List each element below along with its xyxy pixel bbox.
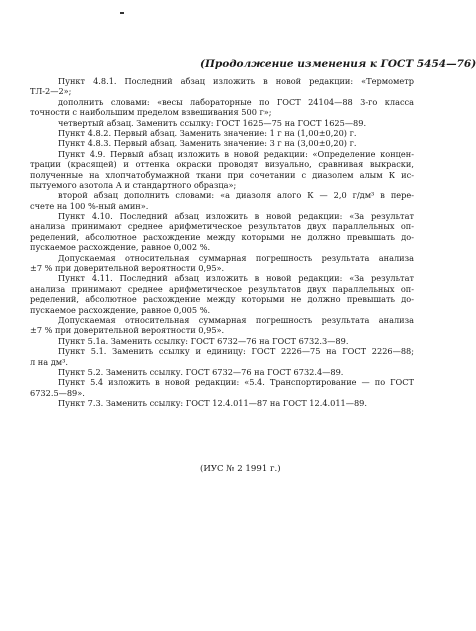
text-line: точности с наибольшим пределом взвешивания 500 г»; [30, 107, 272, 118]
text-line: л на дм³. [30, 356, 69, 367]
text-line: ределений, абсолютное расхождение между которыми не должно превышать до- [30, 231, 414, 242]
scan-mark [120, 12, 124, 14]
text-line: Пункт 4.8.1. Последний абзац изложить в новой редакции: «Термометр [58, 76, 414, 86]
issue-reference: (ИУС № 2 1991 г.) [200, 464, 281, 474]
text-line: полученные на хлопчатобумажной ткани при сочетании с диазолем алым К ис- [30, 169, 414, 180]
text-line: Пункт 4.11. Последний абзац изложить в новой редакции: «За результат [58, 273, 414, 284]
text-line: Допускаемая относительная суммарная погрешность результата анализа [58, 252, 414, 263]
page-header: (Продолжение изменения к ГОСТ 5454—76) [200, 58, 476, 70]
text-line: Пункт 5.1. Заменить ссылку и единицу: ГОСТ 2226—75 на ГОСТ 2226—88; [58, 346, 414, 357]
text-line: анализа принимают среднее арифметическое результатов двух параллельных оп- [30, 283, 414, 294]
text-line: трации (красящей) и оттенка окраски проводят визуально, сравнивая выкраски, [30, 159, 414, 170]
text-line: Пункт 4.9. Первый абзац изложить в новой редакции: «Определение концен- [58, 148, 414, 159]
text-line: Пункт 5.1а. Заменить ссылку: ГОСТ 6732—76 на ГОСТ 6732.3—89. [58, 335, 349, 346]
text-line: ±7 % при доверительной вероятности 0,95». [30, 263, 225, 274]
text-line: ТЛ-2—2»; [30, 86, 72, 97]
text-line: Допускаемая относительная суммарная погрешность результата анализа [58, 314, 414, 325]
text-line: второй абзац дополнить словами: «а диазоля алого К — 2,0 г/дм³ в пере- [58, 190, 414, 201]
text-line: Пункт 7.3. Заменить ссылку: ГОСТ 12.4.011—87 на ГОСТ 12.4.011—89. [58, 398, 367, 409]
text-line: Пункт 5.2. Заменить ссылку. ГОСТ 6732—76 на ГОСТ 6732.4—89. [58, 366, 344, 377]
text-line: Пункт 5.4 изложить в новой редакции: «5.4. Транспортирование — по ГОСТ [58, 377, 414, 388]
text-line: Пункт 4.10. Последний абзац изложить в новой редакции: «За результат [58, 211, 414, 222]
text-line: пытуемого азотола А и стандартного образца»; [30, 179, 237, 190]
text-line: 6732.5—89». [30, 387, 85, 398]
text-line: дополнить словами: «весы лабораторные по ГОСТ 24104—88 3-го класса [58, 96, 414, 107]
text-line: Пункт 4.8.2. Первый абзац. Заменить значение: 1 г на (1,00±0,20) г. [58, 127, 357, 138]
text-line: ределений, абсолютное расхождение между которыми не должно превышать до- [30, 294, 414, 305]
text-line: ±7 % при доверительной вероятности 0,95». [30, 325, 225, 336]
text-line: пускаемое расхождение, равное 0,005 %. [30, 304, 211, 315]
text-line: Пункт 4.8.3. Первый абзац. Заменить значение: 3 г на (3,00±0,20) г. [58, 138, 357, 149]
text-line: четвертый абзац. Заменить ссылку: ГОСТ 1625—75 на ГОСТ 1625—89. [58, 117, 367, 128]
text-line: счете на 100 %-ный амин». [30, 200, 149, 211]
document-body [30, 76, 414, 409]
text-line: анализа принимают среднее арифметическое результатов двух параллельных оп- [30, 221, 414, 232]
text-line: пускаемое расхождение, равное 0,002 %. [30, 242, 211, 253]
